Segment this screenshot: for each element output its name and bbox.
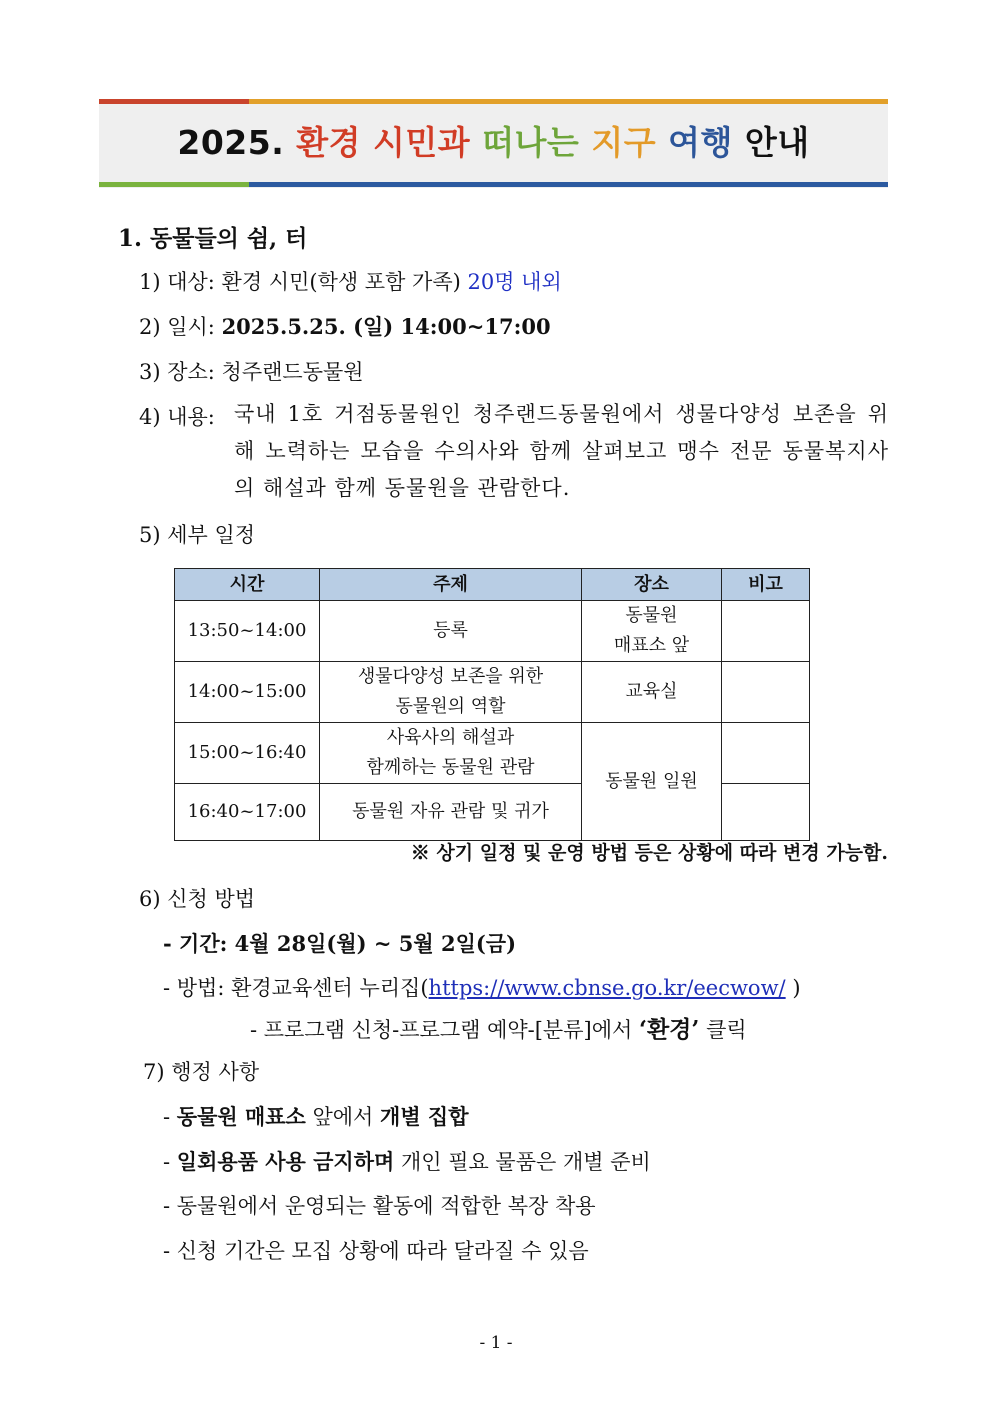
cell-place: 교육실 <box>582 662 722 723</box>
cell-note <box>722 662 810 723</box>
title-accent-top-orange <box>249 99 888 104</box>
target-label: 1) 대상: 환경 시민(학생 포함 가족) <box>139 270 468 294</box>
title-year: 2025. <box>177 123 285 162</box>
cell-note <box>722 723 810 784</box>
title-accent-bottom-green <box>99 182 249 187</box>
title-word-environment: 환경 <box>296 123 362 162</box>
admin-item-1-dash: - <box>163 1105 177 1129</box>
cell-place: 동물원 매표소 앞 <box>582 601 722 662</box>
admin-item-1 <box>163 1101 469 1131</box>
cell-topic: 동물원 자유 관람 및 귀가 <box>320 784 582 841</box>
schedule-label: 5) 세부 일정 <box>139 523 256 547</box>
title-word-leaving: 떠나는 <box>482 123 580 162</box>
header-topic: 주제 <box>320 569 582 601</box>
cell-topic: 등록 <box>320 601 582 662</box>
title-word-citizen: 시민과 <box>373 123 471 162</box>
title-accent-bottom-blue <box>249 182 888 187</box>
apply-method <box>163 972 801 1002</box>
target-count: 20명 내외 <box>467 270 562 294</box>
title-word-guide: 안내 <box>744 123 810 162</box>
place-line: 3) 장소: 청주랜드동물원 <box>139 360 364 384</box>
header-place: 장소 <box>582 569 722 601</box>
admin-item-1-gather: 개별 집합 <box>380 1104 469 1129</box>
table-row <box>175 723 810 784</box>
cell-time: 13:50~14:00 <box>175 601 320 662</box>
content-label: 4) 내용: <box>139 405 215 429</box>
page-number: - 1 - <box>479 1333 513 1353</box>
admin-item-4: - 신청 기간은 모집 상황에 따라 달라질 수 있음 <box>163 1239 589 1263</box>
table-row <box>175 601 810 662</box>
cell-time: 15:00~16:40 <box>175 723 320 784</box>
cell-topic: 사육사의 해설과 함께하는 동물원 관람 <box>320 723 582 784</box>
admin-item-1-place: 동물원 매표소 <box>176 1104 306 1129</box>
title-accent-top-red <box>99 99 249 104</box>
apply-url-link[interactable]: https://www.cbnse.go.kr/eecwow/ <box>428 976 786 1000</box>
date-value: 2025.5.25. (일) 14:00~17:00 <box>221 314 551 339</box>
section-heading: 1. 동물들의 쉼, 터 <box>118 225 308 252</box>
apply-method-close: ) <box>785 976 801 1000</box>
header-time: 시간 <box>175 569 320 601</box>
cell-time: 16:40~17:00 <box>175 784 320 841</box>
admin-item-2-bold: 일회용품 사용 금지하며 <box>176 1149 395 1174</box>
title-word-earth: 지구 <box>591 123 657 162</box>
apply-detail-keyword: ‘환경’ <box>638 1016 700 1043</box>
apply-method-label: - 방법: 환경교육센터 누리집( <box>163 976 429 1000</box>
schedule-footnote: ※ 상기 일정 및 운영 방법 등은 상황에 따라 변경 가능함. <box>410 842 888 864</box>
cell-topic: 생물다양성 보존을 위한 동물원의 역할 <box>320 662 582 723</box>
date-line <box>139 311 551 341</box>
schedule-table <box>174 568 810 841</box>
admin-heading: 7) 행정 사항 <box>143 1060 260 1084</box>
table-row <box>175 662 810 723</box>
admin-item-2-dash: - <box>163 1150 177 1174</box>
cell-place: 동물원 일원 <box>582 723 722 841</box>
title-word-travel: 여행 <box>668 123 733 162</box>
content-text: 국내 1호 거점동물원인 청주랜드동물원에서 생물다양성 보존을 위해 노력하는 모습을 수의사와 함께 살펴보고 맹수 전문 동물복지사의 해설과 함께 동물원을 관람한다. <box>234 402 889 500</box>
apply-period: - 기간: 4월 28일(월) ~ 5월 2일(금) <box>163 931 517 956</box>
header-note: 비고 <box>722 569 810 601</box>
admin-item-1-text: 앞에서 <box>305 1105 381 1129</box>
apply-detail-end: 클릭 <box>699 1018 747 1042</box>
page-title <box>99 113 888 173</box>
cell-time: 14:00~15:00 <box>175 662 320 723</box>
target-line <box>139 266 562 296</box>
apply-heading: 6) 신청 방법 <box>139 887 256 911</box>
admin-item-3: - 동물원에서 운영되는 활동에 적합한 복장 착용 <box>163 1194 596 1218</box>
apply-detail-text: - 프로그램 신청-프로그램 예약-[분류]에서 <box>250 1018 639 1042</box>
date-label: 2) 일시: <box>139 315 222 339</box>
admin-item-2-text: 개인 필요 물품은 개별 준비 <box>394 1150 651 1174</box>
table-header-row <box>175 569 810 601</box>
apply-method-detail <box>250 1011 747 1044</box>
admin-item-2 <box>163 1146 651 1176</box>
cell-note <box>722 784 810 841</box>
cell-note <box>722 601 810 662</box>
